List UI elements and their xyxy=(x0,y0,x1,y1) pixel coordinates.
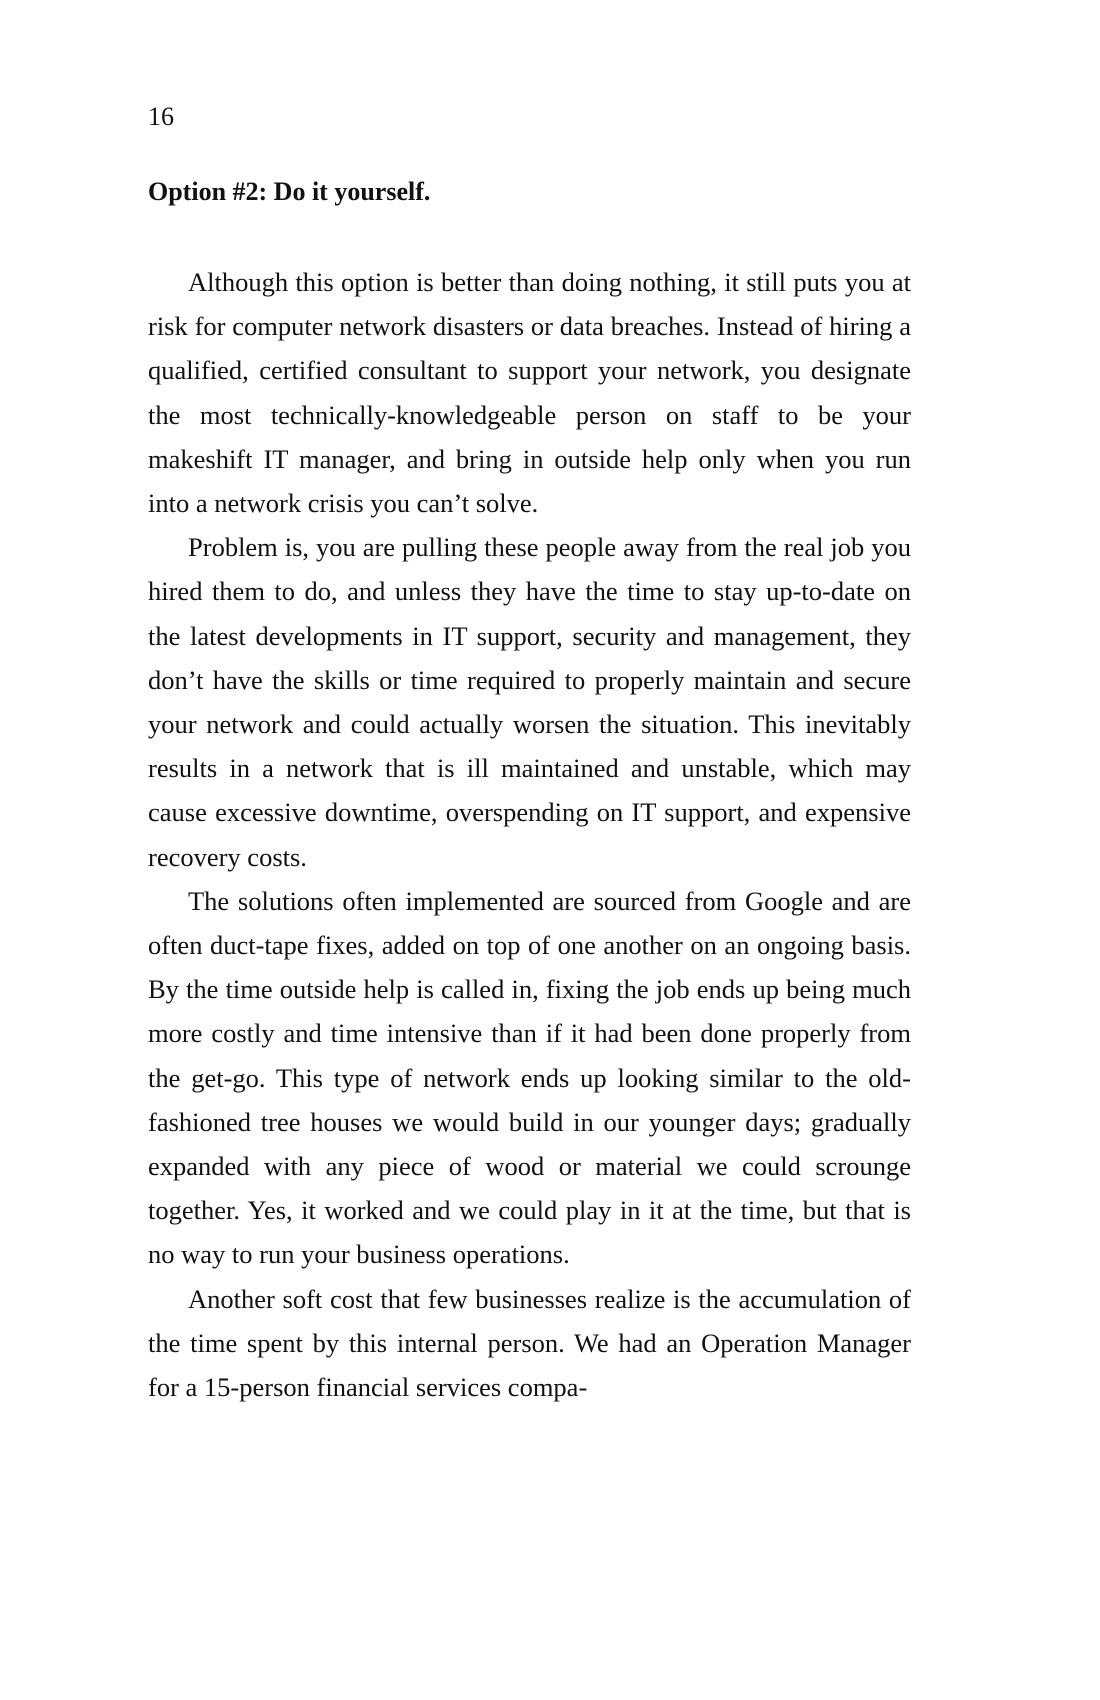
document-page xyxy=(148,0,911,1700)
paragraph: Problem is, you are pulling these people away from the real job you hired them to do, and unless they have the time to stay up-to-date on the latest developments in IT support, security and management, they don’t have the skills or time required to properly maintain and secure your network and could actually worsen the situation. This inevitably results in a network that is ill maintained and unstable, which may cause excessive downtime, overspending on IT support, and expensive recovery costs. xyxy=(148,532,911,872)
paragraph: Another soft cost that few businesses realize is the accumulation of the time spent by this internal person. We had an Operation Manager for a 15-person financial services compa- xyxy=(148,1283,911,1403)
section-heading: Option #2: Do it yourself. xyxy=(148,177,431,206)
paragraph: The solutions often implemented are sourced from Google and are often duct-tape fixes, added on top of one another on an ongoing basis. By the time outside help is called in, fixing the job ends up being much more costly and time intensive than if it had been done properly from the get-go. This type of network ends up looking similar to the old-fashioned tree houses we would build in our younger days; gradually expanded with any piece of wood or material we could scrounge together. Yes, it worked and we could play in it at the time, but that is no way to run your business operations. xyxy=(148,885,911,1270)
paragraph: Although this option is better than doing nothing, it still puts you at risk for computer network disasters or data breaches. Instead of hiring a qualified, certified consultant to support your network, you designate the most technically-knowledgeable person on staff to be your makeshift IT manager, and bring in outside help only when you run into a network crisis you can’t solve. xyxy=(148,267,911,519)
body-text xyxy=(148,260,911,1409)
page-number: 16 xyxy=(148,102,174,131)
